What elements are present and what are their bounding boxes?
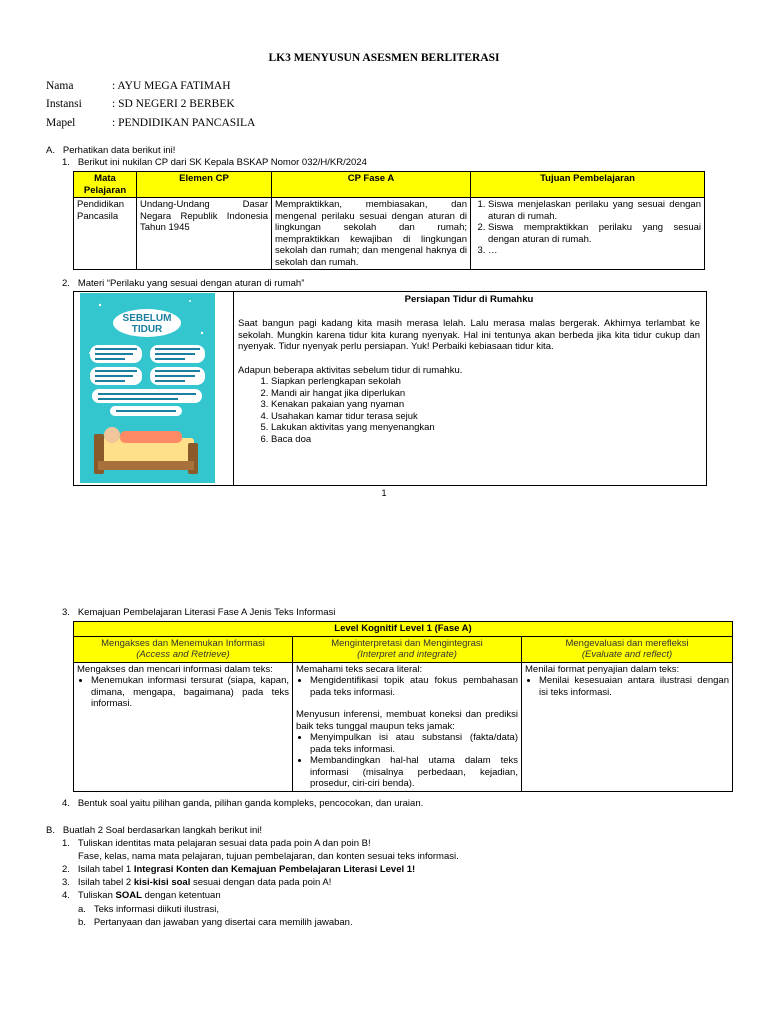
access-intro: Mengakses dan mencari informasi dalam teks: xyxy=(77,663,273,675)
literacy-level-header: Level Kognitif Level 1 (Fase A) xyxy=(74,622,733,637)
tujuan-item: 1. Siswa menjelaskan perilaku yang sesuai dengan aturan di rumah. xyxy=(488,199,701,222)
section-b-step-4b: b. Pertanyaan dan jawaban yang disertai cara memilih jawaban. xyxy=(78,917,353,928)
cp-fase-a: Mempraktikkan, membiasakan, dan mengenal perilaku sesuai dengan aturan di lingkungan sekolah dan rumah; mempraktikkan kewajiban di lingkungan sekolah dan rumah; dan mengenal haknya di sekolah dan rumah. xyxy=(272,198,471,270)
section-b-heading: B. Buatlah 2 Soal berdasarkan langkah berikut ini! xyxy=(46,825,262,836)
interpret-bullet: • Membandingkan hal-hal utama dalam teks informasi (misalnya perbedaan, kejadian, prosedur, ciri-ciri benda). xyxy=(310,755,518,790)
evaluate-bullet: • Menilai kesesuaian antara ilustrasi dengan isi teks informasi. xyxy=(539,675,729,698)
materi-paragraph: Saat bangun pagi kadang kita masih merasa lelah. Lalu merasa malas bergerak. Akhirnya terlambat ke sekolah. Mungkin karena tidur kita kurang nyenyak. Hal ini tentunya akan berbeda jika kita tidur cukup dan nyenyak. Tidur nyenyak perlu persiapan. Yuk! Perbaiki kebiasaan tidur kita. xyxy=(238,318,700,352)
materi-image-cell xyxy=(74,292,234,485)
step-text: 4. Tuliskan xyxy=(62,890,116,901)
evaluate-intro: Menilai format penyajian dalam teks: xyxy=(525,663,680,675)
literacy-col-title: Mengevaluasi dan merefleksi xyxy=(565,637,689,649)
identity-instansi xyxy=(46,98,235,110)
materi-text-cell xyxy=(238,294,700,445)
poster-title-1: SEBELUM xyxy=(122,313,172,324)
materi-list-item: 4. Usahakan kamar tidur terasa sejuk xyxy=(271,411,700,423)
section-b-step-2 xyxy=(62,864,415,876)
literacy-col-subtitle: (Access and Retrieve) xyxy=(136,649,230,660)
interpret-bullet: • Mengidentifikasi topik atau fokus pembahasan pada teks informasi. xyxy=(310,675,518,698)
section-a-item-3: 3. Kemajuan Pembelajaran Literasi Fase A Jenis Teks Informasi xyxy=(62,607,336,618)
access-bullet: • Menemukan informasi tersurat (siapa, kapan, dimana, mengapa, bagaimana) pada teks informasi. xyxy=(91,675,289,710)
poster-title-2: TIDUR xyxy=(131,324,163,335)
materi-box xyxy=(73,291,707,486)
step-text: sesuai dengan data pada poin A! xyxy=(190,877,332,888)
interpret-mid: Menyusun inferensi, membuat koneksi dan prediksi baik teks tunggal maupun teks jamak: xyxy=(296,709,518,732)
materi-list-item: 6. Baca doa xyxy=(271,434,700,446)
step-bold: SOAL xyxy=(115,890,142,901)
identity-value: : SD NEGERI 2 BERBEK xyxy=(112,98,235,110)
document-title: LK3 MENYUSUN ASESMEN BERLITERASI xyxy=(268,52,500,64)
cp-table-header: Elemen CP xyxy=(137,172,272,198)
cp-tujuan xyxy=(471,198,705,270)
literacy-cell-interpret xyxy=(293,662,522,791)
cp-table-header: Mata Pelajaran xyxy=(74,172,137,198)
page-number: 1 xyxy=(381,488,387,498)
section-a-item-1: 1. Berikut ini nukilan CP dari SK Kepala BSKAP Nomor 032/H/KR/2024 xyxy=(62,157,367,168)
step-bold: kisi-kisi soal xyxy=(133,877,191,888)
identity-nama xyxy=(46,80,231,92)
identity-value: : AYU MEGA FATIMAH xyxy=(112,80,231,92)
identity-label: Mapel xyxy=(46,117,76,129)
section-a-heading: A. Perhatikan data berikut ini! xyxy=(46,145,176,156)
identity-label: Nama xyxy=(46,80,74,92)
section-a-item-4: 4. Bentuk soal yaitu pilihan ganda, pilihan ganda kompleks, pencocokan, dan uraian. xyxy=(62,798,424,809)
step-text: 3. Isilah tabel 2 xyxy=(62,877,134,888)
literacy-col-header xyxy=(293,636,522,662)
section-b-step-3 xyxy=(62,877,331,889)
identity-value: : PENDIDIKAN PANCASILA xyxy=(112,117,256,129)
literacy-col-title: Menginterpretasi dan Mengintegrasi xyxy=(331,637,483,649)
identity-mapel xyxy=(46,117,255,129)
step-bold: Integrasi Konten dan Kemajuan Pembelajaran Literasi Level 1! xyxy=(133,864,416,875)
section-b-step-1: 1. Tuliskan identitas mata pelajaran sesuai data pada poin A dan poin B! xyxy=(62,838,371,849)
materi-list-item: 1. Siapkan perlengkapan sekolah xyxy=(271,376,700,388)
literacy-col-title: Mengakses dan Menemukan Informasi xyxy=(101,637,265,649)
literacy-col-subtitle: (Interpret and integrate) xyxy=(357,649,457,660)
interpret-bullet: • Menyimpulkan isi atau substansi (fakta/data) pada teks informasi. xyxy=(310,732,518,755)
identity-label: Instansi xyxy=(46,98,82,110)
literacy-cell-access xyxy=(74,662,293,791)
step-text: 2. Isilah tabel 1 xyxy=(62,864,134,875)
literacy-col-header xyxy=(522,636,733,662)
cp-table xyxy=(73,171,705,270)
materi-list xyxy=(238,376,700,445)
section-b-step-1-detail: Fase, kelas, nama mata pelajaran, tujuan pembelajaran, dan konten sesuai teks informasi. xyxy=(78,851,459,862)
tujuan-item: 2. Siswa mempraktikkan perilaku yang sesuai dengan aturan di rumah. xyxy=(488,222,701,245)
literacy-table xyxy=(73,621,733,792)
materi-list-item: 3. Kenakan pakaian yang nyaman xyxy=(271,399,700,411)
literacy-cell-evaluate xyxy=(522,662,733,791)
literacy-col-header xyxy=(74,636,293,662)
cp-table-header: CP Fase A xyxy=(272,172,471,198)
tujuan-item: 3. … xyxy=(488,245,701,257)
section-b-step-4a: a. Teks informasi diikuti ilustrasi, xyxy=(78,904,219,915)
materi-heading: Persiapan Tidur di Rumahku xyxy=(404,294,534,305)
cp-table-header: Tujuan Pembelajaran xyxy=(471,172,705,198)
step-text: dengan ketentuan xyxy=(141,890,221,901)
cp-mapel: Pendidikan Pancasila xyxy=(74,198,137,270)
cp-elemen: Undang-Undang Dasar Negara Republik Indonesia Tahun 1945 xyxy=(137,198,272,270)
materi-intro: Adapun beberapa aktivitas sebelum tidur di rumahku. xyxy=(238,364,463,376)
materi-list-item: 5. Lakukan aktivitas yang menyenangkan xyxy=(271,422,700,434)
interpret-intro: Memahami teks secara literal: xyxy=(296,663,423,675)
literacy-col-subtitle: (Evaluate and reflect) xyxy=(581,649,673,660)
section-a-item-2: 2. Materi “Perilaku yang sesuai dengan aturan di rumah” xyxy=(62,278,305,289)
materi-list-item: 2. Mandi air hangat jika diperlukan xyxy=(271,388,700,400)
poster-illustration xyxy=(80,293,215,483)
section-b-step-4 xyxy=(62,890,221,902)
